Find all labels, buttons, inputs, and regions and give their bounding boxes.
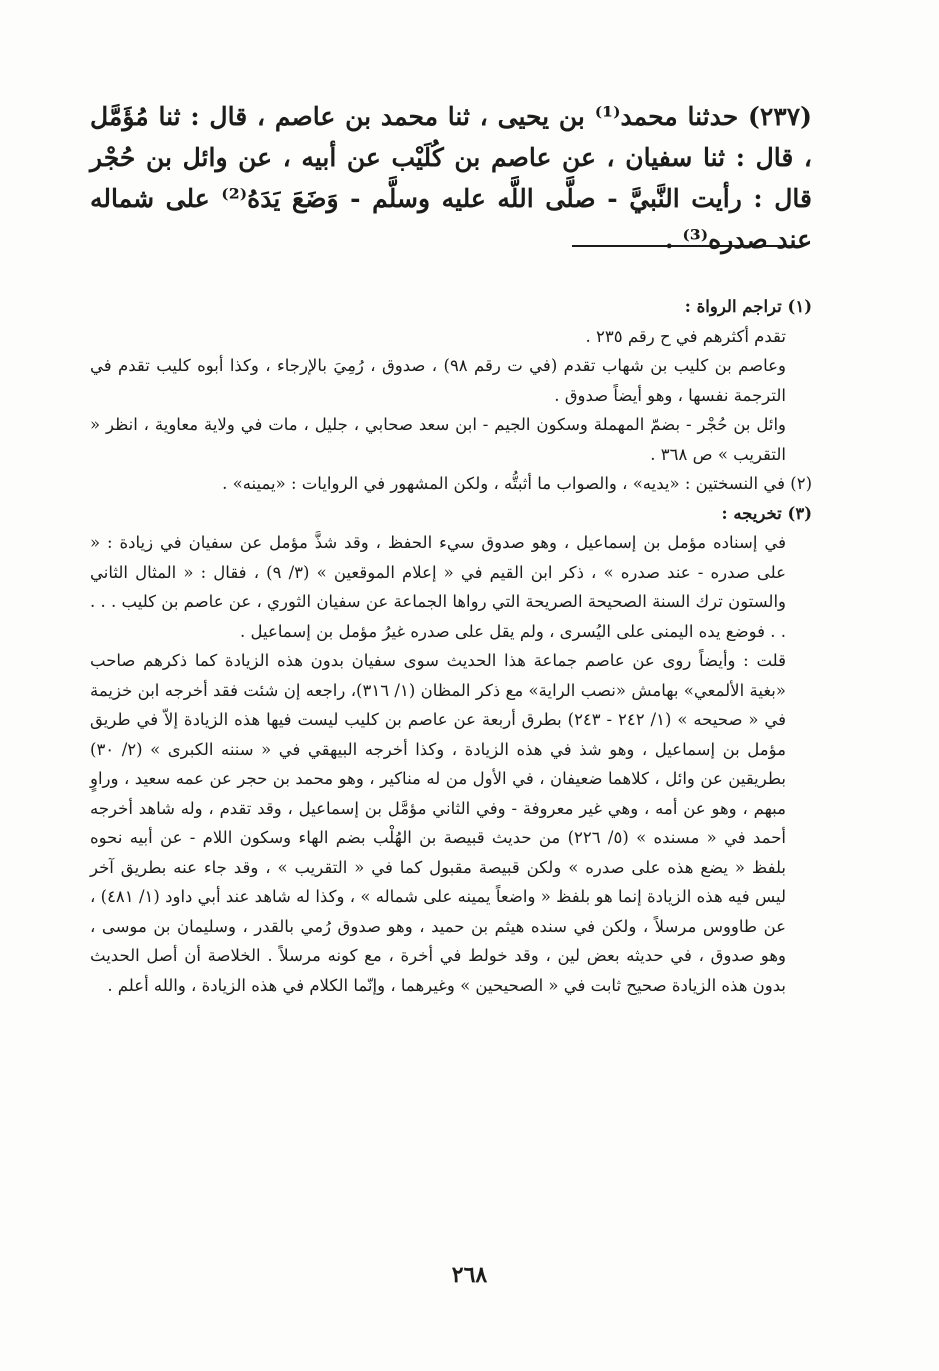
- hadith-block: [90, 96, 812, 260]
- footnote-1-paragraph-1: تقدم أكثرهم في ح رقم ٢٣٥ .: [585, 326, 786, 346]
- footnote-2: (٢) في النسختين : «يديه» ، والصواب ما أثبتُّه ، ولكن المشهور في الروايات : «يمينه» .: [222, 474, 812, 493]
- footnote-separator: [572, 245, 800, 247]
- hadith-text: حدثنا محمد⁽¹⁾ بن يحيى ، ثنا محمد بن عاصم ، قال : ثنا مُؤَمَّل ، قال : ثنا سفيان ، عن عاصم بن كُلَيْب عن أبيه ، عن وائل بن حُجْر قال : رأيت النَّبيَّ - صلَّى اللَّه عليه وسلَّم - وَضَعَ يَدَهُ⁽²⁾ على شماله عند صدره⁽³⁾ .: [90, 102, 812, 254]
- footnote-1-paragraph-2: وعاصم بن كليب بن شهاب تقدم (في ت رقم ٩٨) ، صدوق ، رُمِيَ بالإرجاء ، وكذا أبوه كليب تقدم في الترجمة نفسها ، وهو أيضاً صدوق .: [90, 356, 786, 405]
- footnotes-block: [90, 292, 812, 1000]
- footnote-1-heading: (١) تراجم الرواة :: [684, 297, 812, 316]
- footnote-3-paragraph-2: قلت : وأيضاً روى عن عاصم جماعة هذا الحديث سوى سفيان بدون هذه الزيادة كما ذكرهم صاحب «بغية الألمعي» بهامش «نصب الراية» مع ذكر المظان (١/ ٣١٦)، راجعه إن شئت فقد أخرجه ابن خزيمة في « صحيحه » (١/ ٢٤٢ - ٢٤٣) بطرق أربعة عن عاصم بن كليب ليست فيها هذه الزيادة إلاّ في طريق مؤمل بن إسماعيل ، وهو شذ في هذه الزيادة ، وكذا أخرجه البيهقي في « سننه الكبرى » (٢/ ٣٠) بطريقين عن وائل ، كلاهما ضعيفان ، في الأول من له مناكير ، وهو محمد بن حجر عن عمه سعيد ، وراوٍ مبهم ، وهو عن أمه ، وهي غير معروفة - وفي الثاني مؤمَّل بن إسماعيل ، وقد تقدم ، وله شاهد أخرجه أحمد في « مسنده » (٥/ ٢٢٦) من حديث قبيصة بن الهُلْب بضم الهاء وسكون اللام - عن أبيه نحوه بلفظ « يضع هذه على صدره » ولكن قبيصة مقبول كما في « التقريب » ، وقد جاء عنه بطريق آخر ليس فيه هذه الزيادة إنما هو بلفظ « واضعاً يمينه على شماله » ، وكذا له شاهد عند أبي داود (١/ ٤٨١) ، عن طاووس مرسلاً ، ولكن في سنده هيثم بن حميد ، وهو صدوق رُمي بالقدر ، وسليمان بن موسى ، وهو صدوق ، في حديثه بعض لين ، وقد خولط في أخرة ، مع كونه مرسلاً . الخلاصة أن أصل الحديث بدون هذه الزيادة صحيح ثابت في « الصحيحين » وغيرهما ، وإنّما الكلام في هذه الزيادة ، والله أعلم .: [90, 651, 786, 995]
- hadith-paragraph: [90, 96, 812, 260]
- footnote-1-paragraph-3: وائل بن حُجْر - بضمّ المهملة وسكون الجيم - ابن سعد صحابي ، جليل ، مات في ولاية معاوية ، انظر « التقريب » ص ٣٦٨ .: [90, 415, 786, 464]
- footnote-3-heading: (٣) تخريجه :: [721, 503, 812, 523]
- footnote-3-paragraph-1: في إسناده مؤمل بن إسماعيل ، وهو صدوق سيء الحفظ ، وقد شذَّ مؤمل عن سفيان في زيادة : « على صدره - عند صدره » ، ذكر ابن القيم في « إعلام الموقعين » (٣/ ٩) ، فقال : « المثال الثاني والستون ترك السنة الصحيحة الصريحة التي رواها الجماعة عن سفيان الثوري ، عن عاصم بن كليب . . . . . فوضع يده اليمنى على اليُسرى ، ولم يقل على صدره غيرُ مؤمل بن إسماعيل .: [90, 533, 786, 641]
- page-number: ٢٦٨: [451, 1262, 488, 1288]
- hadith-number: (٢٣٧): [748, 102, 812, 131]
